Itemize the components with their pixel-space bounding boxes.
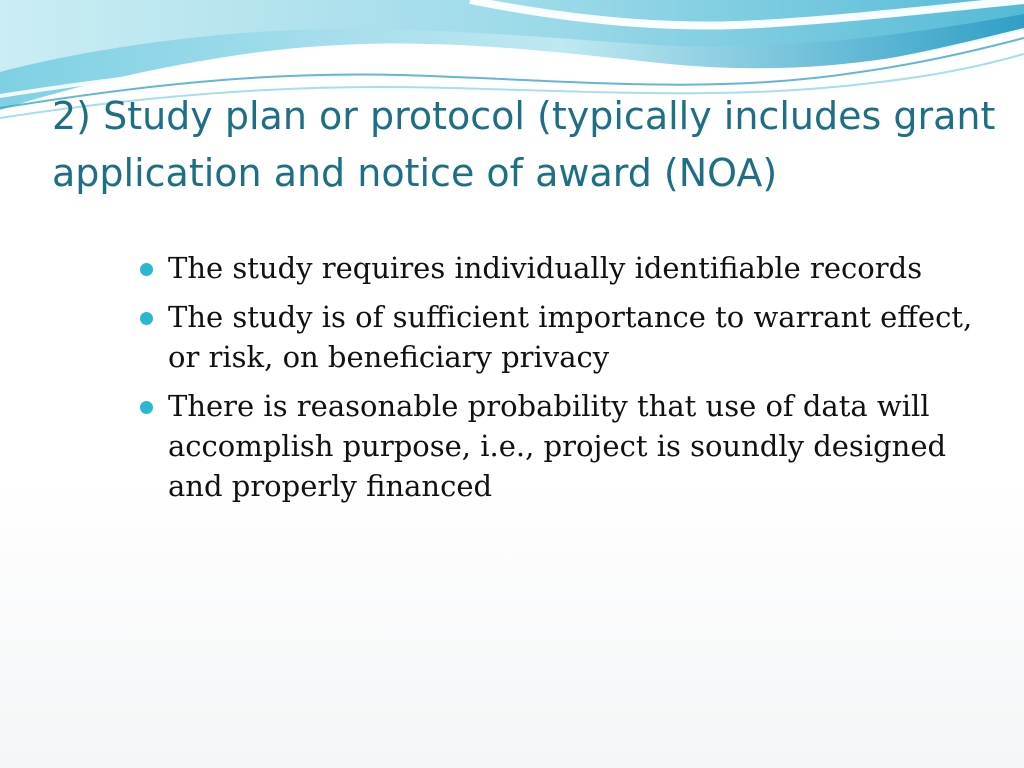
list-item [168, 297, 998, 377]
list-item [168, 248, 998, 288]
bullet-dot-icon [140, 263, 153, 276]
slide-title: 2) Study plan or protocol (typically includes grant application and notice of award (NOA) [52, 94, 996, 195]
list-item [168, 386, 998, 506]
bullet-text: The study is of sufficient importance to warrant effect, or risk, on beneficiary privacy [168, 300, 973, 374]
bullet-list [168, 248, 998, 515]
bullet-dot-icon [140, 401, 153, 414]
bullet-text: There is reasonable probability that use of data will accomplish purpose, i.e., project is soundly designed and properly financed [168, 389, 947, 503]
bullet-text: The study requires individually identifiable records [168, 251, 923, 285]
bullet-dot-icon [140, 312, 153, 325]
